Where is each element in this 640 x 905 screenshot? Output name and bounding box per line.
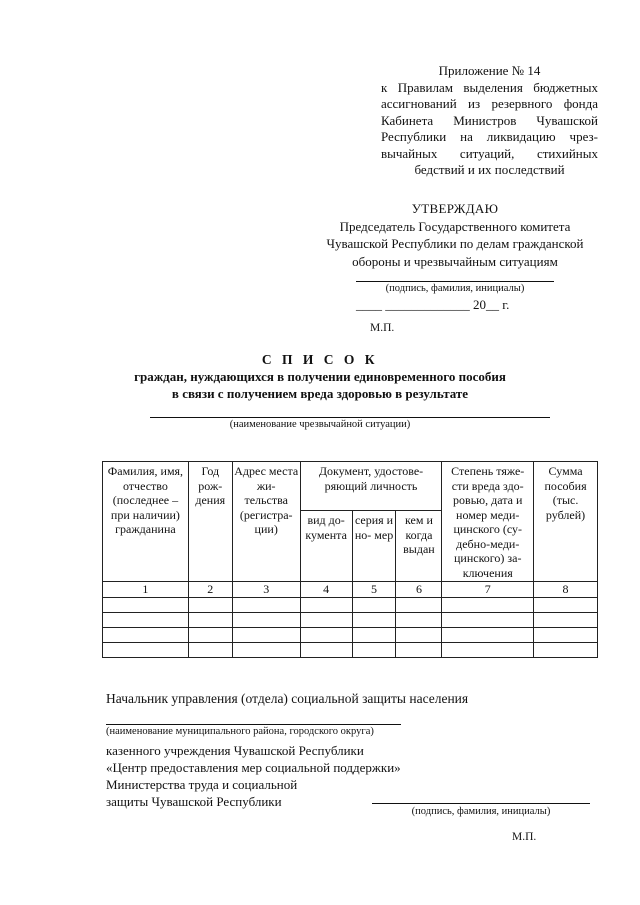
header-doc-type: вид до- кумента bbox=[300, 511, 352, 582]
header-name: Фамилия, имя, отчество (последнее – при наличии) гражданина bbox=[103, 462, 189, 582]
table-row bbox=[103, 628, 598, 643]
appendix-line: бедствий и их последствий bbox=[414, 162, 565, 177]
list-subtitle-line: граждан, нуждающихся в получении единовременного пособия bbox=[134, 369, 506, 384]
approval-signature-caption: (подпись, фамилия, инициалы) bbox=[385, 283, 525, 294]
appendix-line: ассигнований из резервного фонда bbox=[381, 96, 598, 111]
approval-line: обороны и чрезвычайным ситуациям bbox=[352, 253, 558, 269]
footer-stamp: М.П. bbox=[512, 831, 537, 843]
column-number: 3 bbox=[232, 582, 300, 598]
header-sum: Сумма пособия (тыс. рублей) bbox=[534, 462, 598, 582]
header-harm: Степень тяже- сти вреда здо- ровью, дата и номер меди- цинского (су- дебно-меди- цинского) за- ключения bbox=[442, 462, 534, 582]
column-number: 6 bbox=[396, 582, 442, 598]
list-heading-block bbox=[0, 352, 640, 402]
institution-line: Министерства труда и социальной bbox=[106, 777, 298, 792]
list-subtitle-line: в связи с получением вреда здоровью в результате bbox=[171, 386, 469, 401]
table-number-row bbox=[103, 582, 598, 598]
footer-signature-line bbox=[372, 803, 590, 804]
chief-title: Начальник управления (отдела) социальной защиты населения bbox=[106, 691, 469, 706]
column-number: 5 bbox=[352, 582, 396, 598]
header-year: Год рож- дения bbox=[188, 462, 232, 582]
municipality-caption: (наименование муниципального района, городского округа) bbox=[106, 726, 374, 737]
institution-line: казенного учреждения Чувашской Республики bbox=[106, 743, 364, 758]
approval-line: Председатель Государственного комитета bbox=[339, 218, 571, 234]
approval-heading: УТВЕРЖДАЮ bbox=[411, 201, 499, 216]
appendix-line: вычайных ситуаций, стихийных bbox=[381, 145, 598, 161]
municipality-line bbox=[106, 724, 401, 725]
header-address: Адрес места жи- тельства (регистра- ции) bbox=[232, 462, 300, 582]
appendix-line: Кабинета Министров Чувашской bbox=[381, 112, 598, 128]
table-row bbox=[103, 598, 598, 613]
appendix-title: Приложение № 14 bbox=[438, 63, 541, 78]
appendix-block bbox=[381, 63, 598, 179]
approval-signature-line bbox=[356, 281, 554, 282]
appendix-line: Республики на ликвидацию чрез- bbox=[381, 129, 598, 144]
header-doc-series: серия и но- мер bbox=[352, 511, 396, 582]
table-row bbox=[103, 643, 598, 658]
table-row bbox=[103, 613, 598, 628]
column-number: 7 bbox=[442, 582, 534, 598]
approval-block bbox=[305, 200, 605, 270]
column-number: 2 bbox=[188, 582, 232, 598]
situation-line bbox=[150, 417, 550, 418]
column-number: 4 bbox=[300, 582, 352, 598]
column-number: 8 bbox=[534, 582, 598, 598]
footer-signature-caption: (подпись, фамилия, инициалы) bbox=[411, 806, 551, 817]
list-title: С П И С О К bbox=[261, 352, 379, 367]
citizens-table bbox=[102, 461, 598, 658]
approval-line: Чувашской Республики по делам гражданской bbox=[326, 236, 584, 251]
institution-line: «Центр предоставления мер социальной поддержки» bbox=[106, 760, 401, 775]
column-number: 1 bbox=[103, 582, 189, 598]
approval-stamp: М.П. bbox=[370, 322, 395, 334]
table-header-row bbox=[103, 462, 598, 511]
situation-caption: (наименование чрезвычайной ситуации) bbox=[229, 419, 411, 430]
appendix-line: к Правилам выделения бюджетных bbox=[381, 79, 598, 95]
header-doc-issued: кем и когда выдан bbox=[396, 511, 442, 582]
approval-date-line: ____ _____________ 20__ г. bbox=[356, 297, 510, 312]
header-document: Документ, удостове- ряющий личность bbox=[300, 462, 442, 511]
institution-block bbox=[106, 742, 401, 810]
institution-line: защиты Чувашской Республики bbox=[106, 794, 282, 809]
